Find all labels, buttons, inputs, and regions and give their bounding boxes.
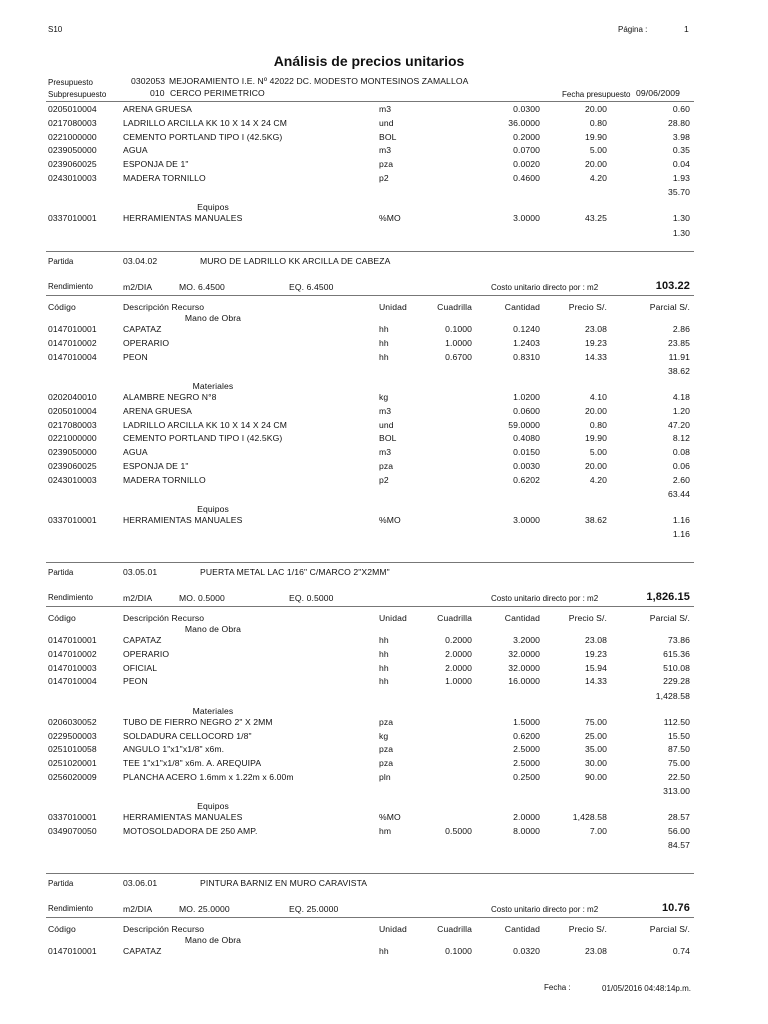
resource-parcial: 615.36 [663, 648, 690, 659]
resource-precio: 1,428.58 [572, 812, 607, 823]
col-header-parcial: Parcial S/. [649, 302, 690, 312]
resource-code: 0251010058 [48, 744, 97, 755]
fecha-presupuesto-label: Fecha presupuesto [562, 90, 631, 99]
rendimiento-divider [46, 606, 694, 607]
resource-description: TEE 1"x1"x1/8" x6m. A. AREQUIPA [123, 758, 262, 768]
resource-unit: p2 [379, 172, 389, 183]
resource-unit: hm [379, 826, 392, 836]
fecha-presupuesto-value: 09/06/2009 [636, 88, 681, 98]
resource-unit: und [379, 419, 394, 430]
resource-parcial: 0.04 [672, 159, 690, 169]
resource-description: ARENA GRUESA [123, 104, 193, 114]
col-header-descripcion: Descripción Recurso [123, 302, 205, 312]
resource-code: 0243010003 [48, 172, 97, 183]
resource-unit: pza [379, 758, 394, 768]
resource-unit: kg [379, 730, 389, 741]
resource-code: 0206030052 [48, 716, 97, 727]
rendimiento-divider [46, 917, 694, 918]
resource-cantidad: 36.0000 [508, 117, 540, 128]
resource-unit: hh [379, 946, 389, 956]
col-header-cantidad: Cantidad [504, 302, 540, 312]
resource-cantidad: 0.6202 [513, 474, 540, 485]
resource-code: 0147010004 [48, 676, 97, 687]
resource-cantidad: 0.6200 [513, 730, 540, 741]
resource-parcial: 15.50 [667, 730, 690, 741]
resource-parcial: 229.28 [663, 676, 690, 687]
resource-precio: 38.62 [584, 515, 607, 525]
resource-parcial: 0.60 [672, 104, 690, 114]
materiales-total: 35.70 [667, 187, 690, 197]
resource-cantidad: 0.4600 [513, 172, 540, 183]
resource-precio: 20.00 [584, 460, 607, 471]
resource-cantidad: 2.5000 [513, 744, 540, 755]
col-header-descripcion: Descripción Recurso [123, 613, 205, 623]
resource-parcial: 87.50 [667, 744, 690, 755]
resource-cantidad: 0.0020 [513, 159, 540, 169]
col-header-cuadrilla: Cuadrilla [437, 613, 472, 623]
resource-cuadrilla: 0.1000 [445, 324, 472, 334]
resource-description: ARENA GRUESA [123, 405, 193, 416]
costo-unitario-value: 10.76 [661, 902, 690, 914]
resource-cantidad: 0.0320 [513, 946, 540, 956]
resource-cantidad: 0.0700 [513, 145, 540, 156]
section-total: 1.16 [672, 529, 690, 540]
resource-cantidad: 1.5000 [513, 716, 540, 727]
resource-unit: m3 [379, 104, 392, 114]
section-total: 63.44 [667, 488, 690, 499]
resource-precio: 20.00 [584, 159, 607, 169]
resource-precio: 4.10 [589, 392, 607, 402]
col-header-codigo: Código [48, 924, 76, 934]
resource-parcial: 3.98 [672, 131, 690, 142]
resource-unit: hh [379, 337, 389, 348]
resource-description: HERRAMIENTAS MANUALES [123, 515, 243, 525]
resource-unit: m3 [379, 405, 392, 416]
resource-code: 0337010001 [48, 515, 97, 525]
section-total: 84.57 [667, 840, 690, 851]
page-title: Análisis de precios unitarios [273, 53, 465, 69]
partida-label: Partida [48, 568, 74, 577]
resource-cuadrilla: 0.5000 [445, 826, 472, 836]
presupuesto-desc: MEJORAMIENTO I.E. Nº 42022 DC. MODESTO MONTESINOS ZAMALLOA [169, 76, 469, 86]
resource-cuadrilla: 0.1000 [445, 946, 472, 956]
resource-parcial: 4.18 [672, 392, 690, 402]
resource-description: AGUA [123, 145, 148, 156]
resource-description: CAPATAZ [123, 324, 162, 334]
resource-code: 0147010001 [48, 324, 97, 334]
resource-description: OFICIAL [123, 662, 158, 673]
resource-precio: 23.08 [584, 324, 607, 334]
resource-code: 0251020001 [48, 758, 97, 768]
costo-unitario-value: 103.22 [655, 280, 690, 292]
footer-fecha-label: Fecha : [544, 983, 571, 992]
rendimiento-label: Rendimiento [48, 282, 93, 291]
report-code: S10 [48, 25, 63, 34]
header-divider [46, 101, 694, 102]
page-number: 1 [684, 24, 689, 34]
page-label: Página : [618, 25, 648, 34]
resource-parcial: 510.08 [663, 662, 690, 673]
resource-precio: 5.00 [589, 145, 607, 156]
section-label: Equipos [197, 801, 229, 812]
resource-code: 0337010001 [48, 812, 97, 823]
partida-divider [46, 562, 694, 563]
resource-code: 0337010001 [48, 213, 97, 224]
resource-unit: pza [379, 716, 394, 727]
resource-unit: p2 [379, 474, 389, 485]
partida-code: 03.06.01 [123, 878, 158, 888]
resource-unit: %MO [379, 213, 401, 224]
col-header-codigo: Código [48, 302, 76, 312]
partida-divider [46, 251, 694, 252]
resource-unit: BOL [379, 131, 397, 142]
costo-unitario-label: Costo unitario directo por : m2 [491, 283, 599, 292]
resource-cantidad: 0.0150 [513, 447, 540, 457]
resource-description: PLANCHA ACERO 1.6mm x 1.22m x 6.00m [123, 771, 294, 782]
resource-parcial: 47.20 [667, 419, 690, 430]
resource-code: 0217080003 [48, 117, 97, 128]
resource-code: 0147010004 [48, 351, 97, 362]
resource-parcial: 75.00 [667, 758, 690, 768]
resource-precio: 4.20 [589, 172, 607, 183]
resource-precio: 5.00 [589, 447, 607, 457]
col-header-cantidad: Cantidad [504, 924, 540, 934]
resource-parcial: 8.12 [672, 433, 690, 444]
resource-description: CAPATAZ [123, 946, 162, 956]
rendimiento-unit: m2/DIA [123, 593, 153, 603]
col-header-precio: Precio S/. [568, 613, 607, 623]
resource-code: 0147010001 [48, 635, 97, 645]
footer-fecha-value: 01/05/2016 04:48:14p.m. [602, 984, 691, 993]
resource-code: 0256020009 [48, 771, 97, 782]
resource-precio: 23.08 [584, 635, 607, 645]
resource-code: 0229500003 [48, 730, 97, 741]
resource-precio: 30.00 [584, 758, 607, 768]
resource-parcial: 0.06 [672, 460, 690, 471]
resource-description: MOTOSOLDADORA DE 250 AMP. [123, 826, 258, 836]
rendimiento-label: Rendimiento [48, 593, 93, 602]
resource-description: OPERARIO [123, 337, 170, 348]
resource-parcial: 0.08 [672, 447, 690, 457]
presupuesto-code: 0302053 [131, 76, 166, 86]
col-header-descripcion: Descripción Recurso [123, 924, 205, 934]
resource-parcial: 2.60 [672, 474, 690, 485]
resource-code: 0147010002 [48, 337, 97, 348]
resource-precio: 19.23 [584, 648, 607, 659]
resource-description: ESPONJA DE 1" [123, 159, 189, 169]
resource-parcial: 2.86 [672, 324, 690, 334]
resource-description: MADERA TORNILLO [123, 172, 206, 183]
resource-description: OPERARIO [123, 648, 170, 659]
resource-code: 0147010002 [48, 648, 97, 659]
rendimiento-label: Rendimiento [48, 904, 93, 913]
resource-cantidad: 3.2000 [513, 635, 540, 645]
resource-unit: hh [379, 648, 389, 659]
rendimiento-unit: m2/DIA [123, 282, 153, 292]
resource-precio: 7.00 [589, 826, 607, 836]
resource-precio: 19.90 [584, 131, 607, 142]
section-label: Materiales [192, 381, 234, 391]
resource-cantidad: 1.0200 [513, 392, 540, 402]
resource-parcial: 73.86 [667, 635, 690, 645]
resource-precio: 25.00 [584, 730, 607, 741]
col-header-precio: Precio S/. [568, 924, 607, 934]
resource-code: 0239060025 [48, 460, 97, 471]
resource-unit: pza [379, 460, 394, 471]
col-header-unidad: Unidad [379, 924, 407, 934]
resource-cantidad: 3.0000 [513, 213, 540, 224]
resource-code: 0205010004 [48, 405, 97, 416]
col-header-cuadrilla: Cuadrilla [437, 302, 472, 312]
resource-description: CEMENTO PORTLAND TIPO I (42.5KG) [123, 433, 283, 444]
resource-parcial: 112.50 [663, 716, 690, 727]
resource-cantidad: 59.0000 [508, 419, 540, 430]
resource-cantidad: 0.8310 [513, 351, 540, 362]
resource-description: LADRILLO ARCILLA KK 10 X 14 X 24 CM [123, 419, 287, 430]
resource-unit: hh [379, 676, 389, 687]
resource-cantidad: 0.0600 [513, 405, 540, 416]
resource-unit: m3 [379, 447, 392, 457]
resource-parcial: 56.00 [667, 826, 690, 836]
resource-parcial: 23.85 [667, 337, 690, 348]
section-label: Mano de Obra [184, 313, 242, 323]
resource-unit: BOL [379, 433, 397, 444]
resource-parcial: 0.74 [672, 946, 690, 956]
resource-cantidad: 0.2000 [513, 131, 540, 142]
resource-precio: 0.80 [589, 419, 607, 430]
section-total: 1,428.58 [655, 690, 690, 701]
resource-code: 0221000000 [48, 131, 97, 142]
resource-precio: 20.00 [584, 104, 607, 114]
costo-unitario-label: Costo unitario directo por : m2 [491, 594, 599, 603]
subpresupuesto-label: Subpresupuesto [48, 90, 107, 99]
resource-code: 0147010003 [48, 662, 97, 673]
resource-code: 0239060025 [48, 159, 97, 169]
resource-code: 0349070050 [48, 826, 97, 836]
resource-code: 0221000000 [48, 433, 97, 444]
resource-unit: m3 [379, 145, 392, 156]
rendimiento-mo: MO. 6.4500 [179, 282, 225, 292]
rendimiento-eq: EQ. 25.0000 [289, 904, 339, 914]
section-label: Equipos [197, 504, 229, 514]
resource-precio: 14.33 [584, 351, 607, 362]
resource-description: AGUA [123, 447, 148, 457]
resource-parcial: 1.93 [672, 172, 690, 183]
resource-code: 0239050000 [48, 145, 97, 156]
resource-unit: kg [379, 392, 389, 402]
resource-cantidad: 2.5000 [513, 758, 540, 768]
rendimiento-divider [46, 295, 694, 296]
resource-precio: 75.00 [584, 716, 607, 727]
resource-description: CEMENTO PORTLAND TIPO I (42.5KG) [123, 131, 283, 142]
resource-precio: 90.00 [584, 771, 607, 782]
resource-unit: hh [379, 324, 389, 334]
resource-description: TUBO DE FIERRO NEGRO 2" X 2MM [123, 716, 273, 727]
section-label: Materiales [192, 705, 234, 716]
resource-precio: 19.23 [584, 337, 607, 348]
resource-parcial: 28.57 [667, 812, 690, 823]
partida-divider [46, 873, 694, 874]
resource-cuadrilla: 2.0000 [445, 648, 472, 659]
resource-description: PEON [123, 676, 148, 687]
resource-cantidad: 0.2500 [513, 771, 540, 782]
partida-description: MURO DE LADRILLO KK ARCILLA DE CABEZA [200, 256, 391, 266]
resource-cuadrilla: 0.2000 [445, 635, 472, 645]
col-header-parcial: Parcial S/. [649, 924, 690, 934]
rendimiento-unit: m2/DIA [123, 904, 153, 914]
resource-parcial: 0.35 [672, 145, 690, 156]
resource-cantidad: 16.0000 [508, 676, 540, 687]
resource-cuadrilla: 1.0000 [445, 676, 472, 687]
section-label: Mano de Obra [184, 935, 242, 945]
resource-unit: %MO [379, 515, 401, 525]
rendimiento-eq: EQ. 6.4500 [289, 282, 334, 292]
col-header-cantidad: Cantidad [504, 613, 540, 623]
partida-description: PINTURA BARNIZ EN MURO CARAVISTA [200, 878, 368, 888]
resource-precio: 19.90 [584, 433, 607, 444]
resource-cuadrilla: 1.0000 [445, 337, 472, 348]
partida-code: 03.04.02 [123, 256, 158, 266]
resource-cantidad: 8.0000 [513, 826, 540, 836]
resource-unit: pza [379, 744, 394, 755]
section-total: 313.00 [663, 786, 690, 796]
partida-description: PUERTA METAL LAC 1/16" C/MARCO 2"X2MM" [200, 567, 390, 577]
resource-cantidad: 1.2403 [513, 337, 540, 348]
resource-unit: pza [379, 159, 394, 169]
resource-cantidad: 0.4080 [513, 433, 540, 444]
resource-precio: 35.00 [584, 744, 607, 755]
costo-unitario-value: 1,826.15 [646, 591, 690, 603]
resource-precio: 15.94 [584, 662, 607, 673]
rendimiento-mo: MO. 25.0000 [179, 904, 230, 914]
resource-code: 0147010001 [48, 946, 97, 956]
col-header-parcial: Parcial S/. [649, 613, 690, 623]
rendimiento-mo: MO. 0.5000 [179, 593, 225, 603]
resource-unit: pln [379, 771, 391, 782]
resource-cantidad: 2.0000 [513, 812, 540, 823]
resource-precio: 43.25 [584, 213, 607, 224]
section-total: 38.62 [667, 365, 690, 376]
resource-description: ESPONJA DE 1" [123, 460, 189, 471]
col-header-codigo: Código [48, 613, 76, 623]
resource-description: PEON [123, 351, 148, 362]
resource-precio: 0.80 [589, 117, 607, 128]
resource-parcial: 28.80 [667, 117, 690, 128]
resource-precio: 4.20 [589, 474, 607, 485]
resource-cantidad: 0.1240 [513, 324, 540, 334]
rendimiento-eq: EQ. 0.5000 [289, 593, 334, 603]
resource-description: LADRILLO ARCILLA KK 10 X 14 X 24 CM [123, 117, 287, 128]
resource-parcial: 22.50 [667, 771, 690, 782]
resource-code: 0202040010 [48, 392, 97, 402]
presupuesto-label: Presupuesto [48, 78, 93, 87]
section-label-equipos: Equipos [197, 202, 229, 213]
resource-code: 0217080003 [48, 419, 97, 430]
resource-precio: 20.00 [584, 405, 607, 416]
resource-cantidad: 32.0000 [508, 662, 540, 673]
subpresupuesto-desc: CERCO PERIMETRICO [170, 88, 265, 98]
partida-code: 03.05.01 [123, 567, 158, 577]
resource-parcial: 1.16 [672, 515, 690, 525]
col-header-precio: Precio S/. [568, 302, 607, 312]
resource-description: ANGULO 1"x1"x1/8" x6m. [123, 744, 225, 755]
resource-description: CAPATAZ [123, 635, 162, 645]
resource-cantidad: 0.0030 [513, 460, 540, 471]
resource-description: HERRAMIENTAS MANUALES [123, 213, 243, 224]
partida-label: Partida [48, 879, 74, 888]
resource-parcial: 1.30 [672, 213, 690, 224]
resource-description: MADERA TORNILLO [123, 474, 206, 485]
resource-description: SOLDADURA CELLOCORD 1/8" [123, 730, 252, 741]
costo-unitario-label: Costo unitario directo por : m2 [491, 905, 599, 914]
col-header-unidad: Unidad [379, 613, 407, 623]
resource-unit: hh [379, 351, 389, 362]
resource-code: 0205010004 [48, 104, 97, 114]
resource-description: ALAMBRE NEGRO N°8 [123, 392, 217, 402]
equipos-total: 1.30 [672, 227, 690, 238]
subpresupuesto-code: 010 [150, 88, 165, 98]
resource-unit: %MO [379, 812, 401, 823]
resource-precio: 14.33 [584, 676, 607, 687]
resource-description: HERRAMIENTAS MANUALES [123, 812, 243, 823]
partida-label: Partida [48, 257, 74, 266]
resource-cantidad: 0.0300 [513, 104, 540, 114]
resource-parcial: 1.20 [672, 405, 690, 416]
resource-parcial: 11.91 [668, 351, 690, 362]
resource-cantidad: 32.0000 [508, 648, 540, 659]
resource-unit: hh [379, 635, 389, 645]
col-header-cuadrilla: Cuadrilla [437, 924, 472, 934]
resource-cuadrilla: 2.0000 [445, 662, 472, 673]
resource-unit: und [379, 117, 394, 128]
resource-cuadrilla: 0.6700 [445, 351, 472, 362]
col-header-unidad: Unidad [379, 302, 407, 312]
resource-unit: hh [379, 662, 389, 673]
resource-code: 0243010003 [48, 474, 97, 485]
section-label: Mano de Obra [184, 624, 242, 634]
resource-precio: 23.08 [584, 946, 607, 956]
resource-code: 0239050000 [48, 447, 97, 457]
resource-cantidad: 3.0000 [513, 515, 540, 525]
